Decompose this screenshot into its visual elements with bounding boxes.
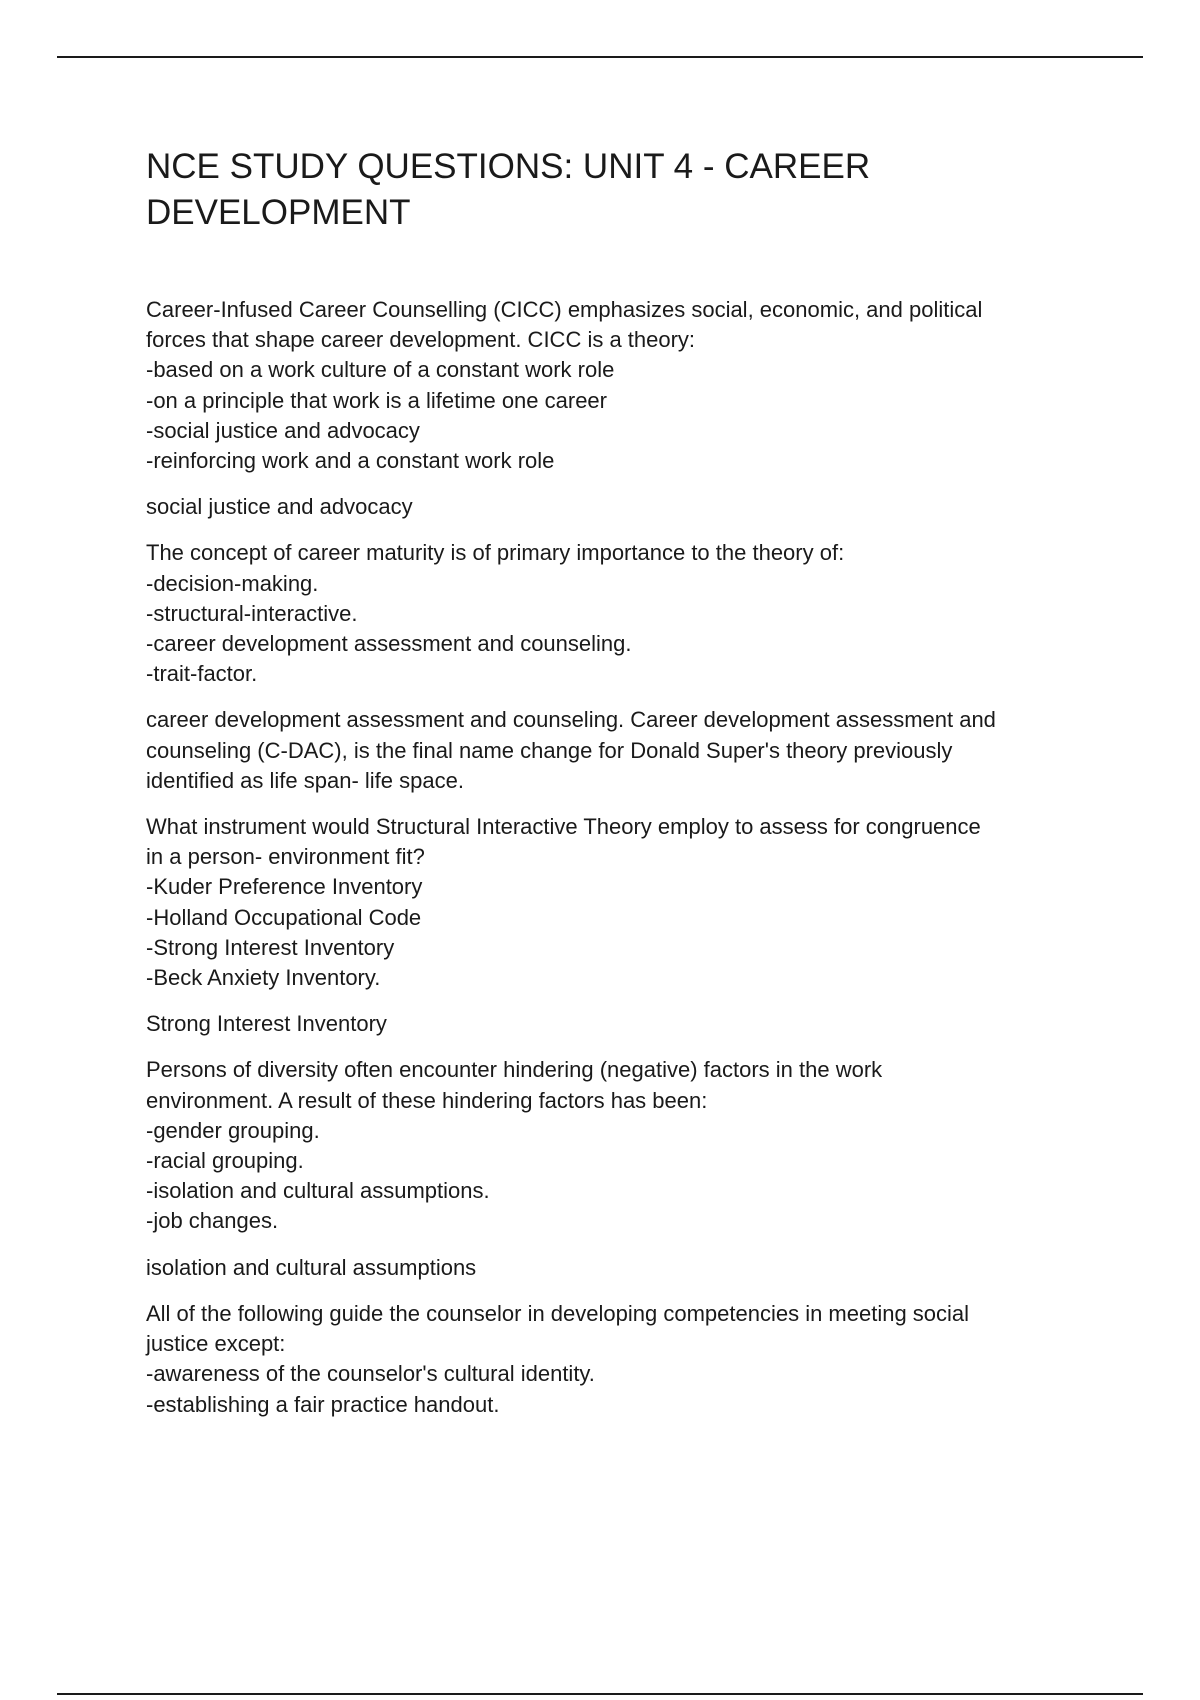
answer-option: -based on a work culture of a constant work role (146, 357, 615, 383)
question-text-line: What instrument would Structural Interactive Theory employ to assess for congruence (146, 814, 981, 840)
question-text-line: justice except: (146, 1331, 286, 1357)
header-rule (57, 56, 1143, 58)
answer-option: -Beck Anxiety Inventory. (146, 965, 381, 991)
answer-text-line: identified as life span- life space. (146, 767, 464, 793)
answer-text-line: counseling (C-DAC), is the final name change for Donald Super's theory previously (146, 737, 953, 763)
answer-text-line: Strong Interest Inventory (146, 1011, 387, 1037)
answer-text-line: career development assessment and counseling. Career development assessment and (146, 707, 996, 733)
answer-block (146, 1009, 1086, 1039)
answer-block (146, 492, 1086, 522)
answer-option: -establishing a fair practice handout. (146, 1391, 500, 1417)
answer-option: -trait-factor. (146, 661, 258, 687)
answer-option: -decision-making. (146, 570, 319, 596)
answer-text-line: isolation and cultural assumptions (146, 1254, 477, 1280)
answer-option: -Holland Occupational Code (146, 904, 422, 930)
answer-option: -Kuder Preference Inventory (146, 874, 423, 900)
question-text-line: environment. A result of these hindering factors has been: (146, 1087, 708, 1113)
answer-block (146, 705, 1086, 796)
footer-rule (57, 1693, 1143, 1695)
question-text-line: Career-Infused Career Counselling (CICC) emphasizes social, economic, and political (146, 297, 983, 322)
answer-option: -gender grouping. (146, 1117, 320, 1143)
question-text-line: forces that shape career development. CICC is a theory: (146, 327, 696, 353)
answer-option: -job changes. (146, 1208, 279, 1234)
question-block (146, 295, 1086, 476)
answer-option: -on a principle that work is a lifetime one career (146, 387, 607, 413)
answer-option: -social justice and advocacy (146, 417, 420, 443)
question-block (146, 1055, 1086, 1236)
answer-option: -racial grouping. (146, 1148, 304, 1174)
answer-option: -career development assessment and counseling. (146, 631, 632, 657)
question-block (146, 812, 1086, 993)
page-title (146, 144, 1086, 236)
answer-option: -structural-interactive. (146, 600, 358, 626)
question-text-line: in a person- environment fit? (146, 844, 425, 870)
question-block (146, 538, 1086, 689)
title-line: DEVELOPMENT (146, 193, 411, 232)
question-text-line: The concept of career maturity is of primary importance to the theory of: (146, 540, 845, 566)
title-line: NCE STUDY QUESTIONS: UNIT 4 - CAREER (146, 147, 871, 186)
answer-option: -isolation and cultural assumptions. (146, 1178, 490, 1204)
question-text-line: Persons of diversity often encounter hindering (negative) factors in the work (146, 1057, 883, 1083)
question-block (146, 1299, 1086, 1420)
answer-option: -Strong Interest Inventory (146, 934, 395, 960)
question-text-line: All of the following guide the counselor in developing competencies in meeting social (146, 1300, 970, 1326)
answer-option: -awareness of the counselor's cultural identity. (146, 1361, 595, 1387)
document-body (146, 295, 1086, 1436)
answer-text-line: social justice and advocacy (146, 494, 413, 520)
answer-block (146, 1253, 1086, 1283)
answer-option: -reinforcing work and a constant work role (146, 448, 555, 474)
